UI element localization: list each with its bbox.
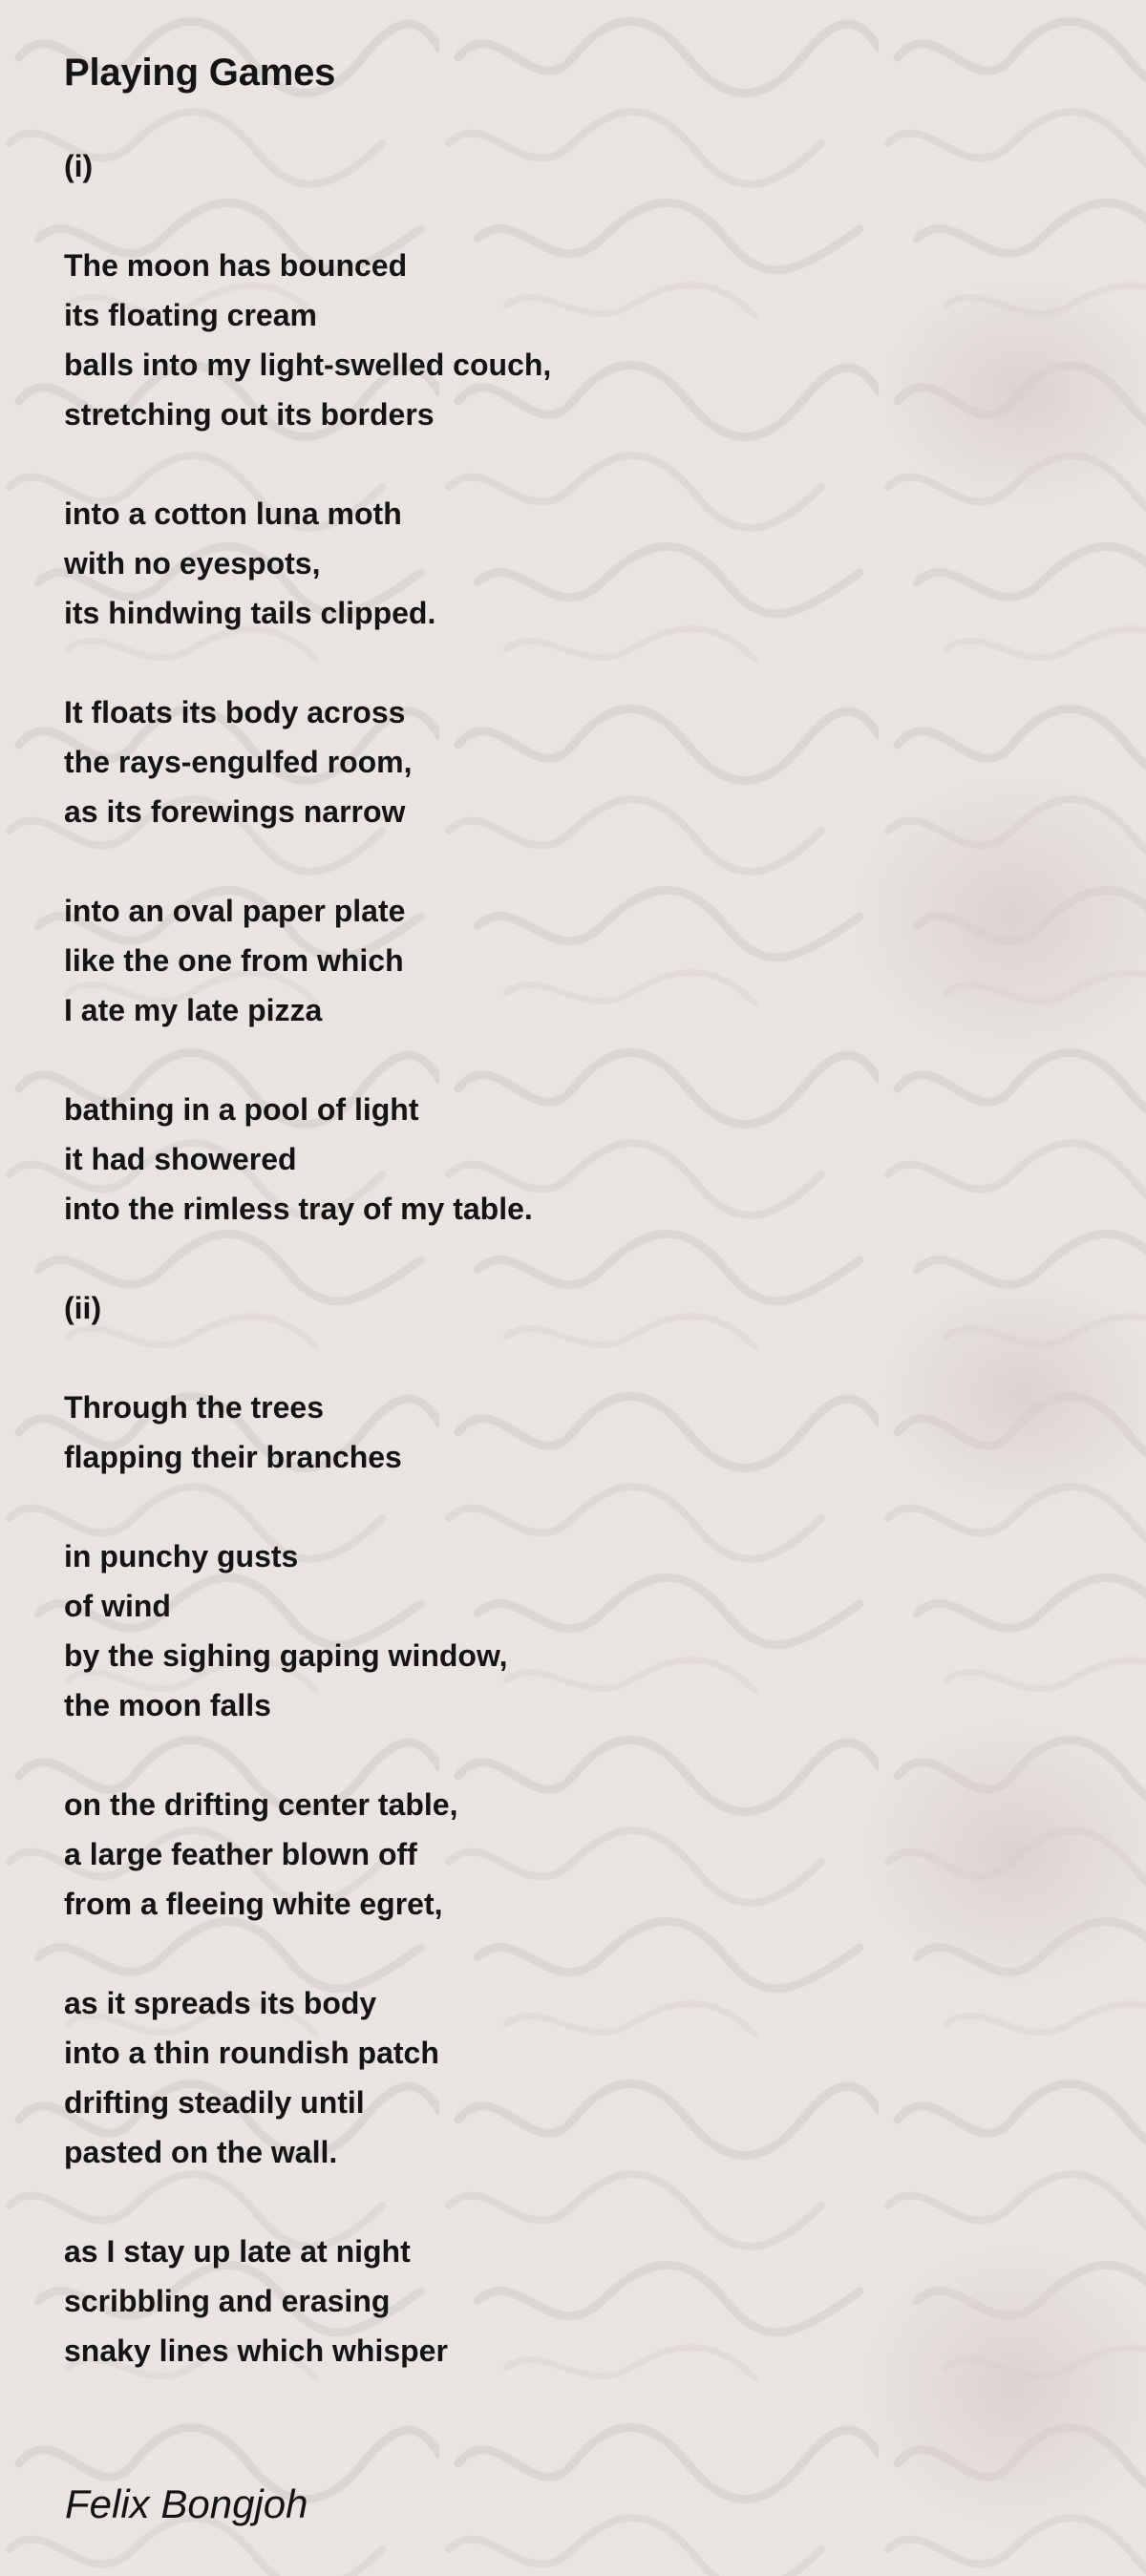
poem-line: It floats its body across [64, 695, 406, 729]
poem-line: on the drifting center table, [64, 1787, 458, 1822]
stanza [64, 241, 1095, 439]
stanza [64, 687, 1095, 836]
poem-line: of wind [64, 1589, 171, 1623]
poem-line: into a cotton luna moth [64, 496, 402, 531]
poem-line: scribbling and erasing [64, 2284, 391, 2318]
poem-line: with no eyespots, [64, 546, 321, 581]
poem-line: I ate my late pizza [64, 993, 323, 1027]
poem-line: as it spreads its body [64, 1986, 377, 2020]
poem-author: Felix Bongjoh [65, 2481, 308, 2526]
stanza [64, 1531, 1095, 1730]
poem-line: the moon falls [64, 1688, 271, 1722]
poem-line: its hindwing tails clipped. [64, 596, 436, 630]
poem-line: bathing in a pool of light [64, 1092, 419, 1127]
poem-line: into an oval paper plate [64, 894, 406, 928]
stanza [64, 1283, 1095, 1333]
poem-line: (i) [64, 149, 94, 183]
poem-line: it had showered [64, 1142, 297, 1176]
poem-line: into a thin roundish patch [64, 2036, 439, 2070]
stanza [64, 1978, 1095, 2177]
poem-line: pasted on the wall. [64, 2135, 338, 2169]
poem-line: from a fleeing white egret, [64, 1887, 443, 1921]
poem-line: in punchy gusts [64, 1539, 299, 1573]
stanza [64, 489, 1095, 638]
poem-body [64, 141, 1095, 2375]
stanza [64, 1780, 1095, 1929]
poem-line: The moon has bounced [64, 248, 408, 283]
poem-title: Playing Games [64, 52, 336, 94]
poem-line: a large feather blown off [64, 1837, 417, 1871]
poem-line: as I stay up late at night [64, 2234, 411, 2269]
stanza [64, 2227, 1095, 2375]
poem-line: Through the trees [64, 1390, 325, 1425]
poem-line: like the one from which [64, 943, 404, 978]
poem-line: balls into my light-swelled couch, [64, 348, 552, 382]
poem-line: drifting steadily until [64, 2085, 365, 2120]
poem-line: into the rimless tray of my table. [64, 1192, 533, 1226]
stanza [64, 141, 1095, 191]
poem-line: by the sighing gaping window, [64, 1638, 508, 1673]
poem-line: its floating cream [64, 298, 317, 332]
stanza [64, 886, 1095, 1035]
poem [64, 46, 1095, 2375]
poem-line: stretching out its borders [64, 397, 435, 432]
poem-line: (ii) [64, 1291, 102, 1325]
poem-line: flapping their branches [64, 1440, 402, 1474]
poem-line: snaky lines which whisper [64, 2333, 448, 2368]
stanza [64, 1085, 1095, 1234]
poem-line: as its forewings narrow [64, 794, 406, 829]
stanza [64, 1383, 1095, 1482]
poem-line: the rays-engulfed room, [64, 745, 413, 779]
